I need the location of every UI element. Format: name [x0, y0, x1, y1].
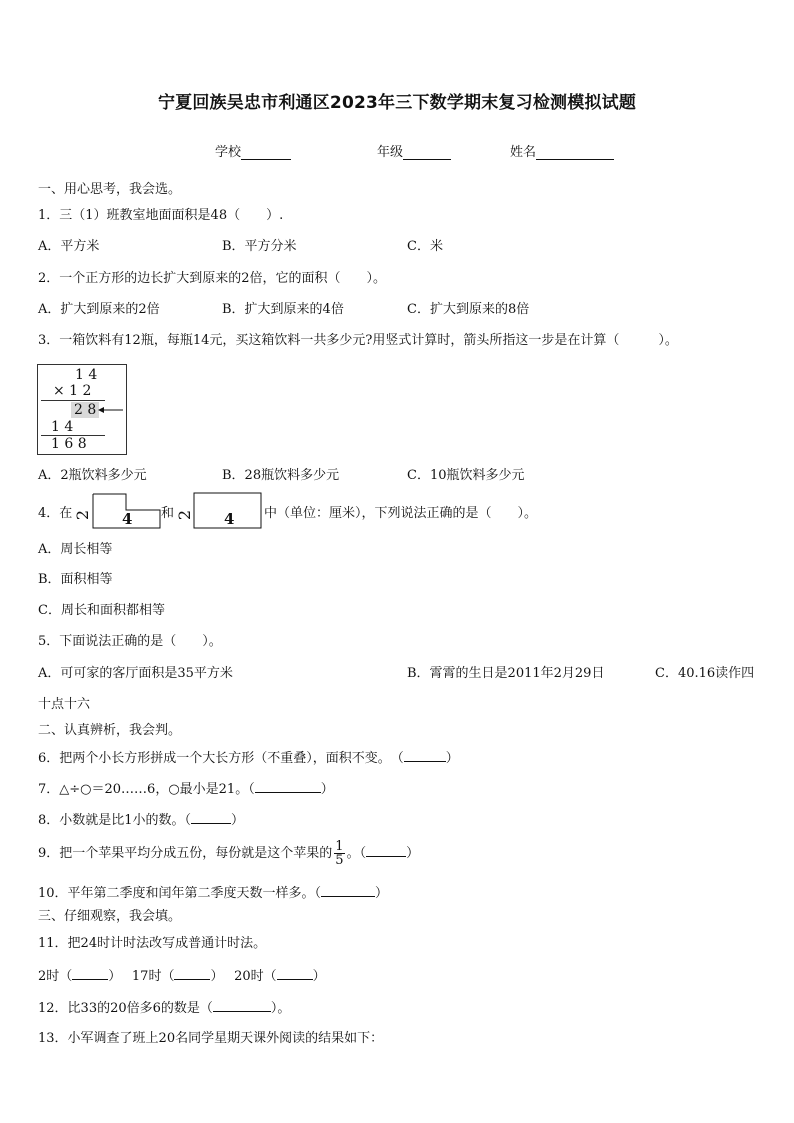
q9-close: ）	[406, 846, 420, 861]
q12-text: 12．比33的20倍多6的数是（	[38, 1001, 213, 1016]
calc-row-1: 1 4	[75, 367, 98, 383]
question-8	[38, 810, 244, 830]
question-7	[38, 779, 334, 799]
fraction-denominator: 5	[335, 853, 344, 868]
q5-option-b[interactable]: B．霄霄的生日是2011年2月29日	[407, 666, 605, 681]
question-12	[38, 998, 290, 1018]
q1-option-c[interactable]: C．米	[407, 239, 443, 254]
q9-text: 9．把一个苹果平均分成五份，每份就是这个苹果的	[38, 846, 333, 861]
question-10	[38, 883, 388, 903]
school-field[interactable]	[215, 141, 291, 160]
grade-label: 年级	[377, 145, 404, 160]
q3-option-a[interactable]: A．2瓶饮料多少元	[38, 468, 147, 483]
q5-option-a[interactable]: A．可可家的客厅面积是35平方米	[38, 666, 233, 681]
q6-text: 6．把两个小长方形拼成一个大长方形（不重叠），面积不变。 （	[38, 751, 404, 766]
q4-option-a[interactable]: A．周长相等	[38, 542, 113, 557]
q4-prefix: 4．在	[38, 506, 73, 521]
calc-rule-1	[41, 400, 105, 401]
q6-answer-blank[interactable]	[404, 748, 446, 762]
q2-option-c[interactable]: C．扩大到原来的8倍	[407, 302, 530, 317]
grade-blank[interactable]	[403, 145, 451, 160]
name-label: 姓名	[510, 145, 537, 160]
question-6	[38, 748, 459, 768]
section2-heading: 二、认真辨析，我会判。	[38, 723, 182, 738]
vertical-multiplication-figure	[37, 364, 127, 455]
q11-item-1: 2时（	[38, 969, 73, 984]
q9-text-end: 。（	[346, 846, 367, 861]
grade-field[interactable]	[377, 141, 451, 160]
school-label: 学校	[215, 145, 242, 160]
calc-row-4: 1 4	[51, 419, 74, 435]
q11-blank-3[interactable]	[277, 966, 313, 980]
fraction-one-fifth	[334, 840, 344, 867]
q8-answer-blank[interactable]	[191, 810, 231, 824]
q7-answer-blank[interactable]	[255, 779, 321, 793]
calc-row-2: × 1 2	[53, 383, 92, 399]
arrow-left-icon	[98, 405, 124, 415]
q4-option-c[interactable]: C．周长和面积都相等	[38, 603, 165, 618]
section1-heading: 一、用心思考，我会选。	[38, 182, 182, 197]
section3-heading: 三、仔细观察，我会填。	[38, 909, 182, 924]
page-title: 宁夏回族吴忠市利通区2023年三下数学期末复习检测模拟试题	[157, 93, 637, 113]
fraction-numerator: 1	[335, 839, 344, 854]
q8-close: ）	[231, 813, 245, 828]
q5-option-c[interactable]: C．40.16读作四	[655, 666, 755, 681]
q12-text-end: ）。	[270, 1001, 291, 1016]
q4-mid: 和	[161, 506, 175, 521]
q2-option-a[interactable]: A．扩大到原来的2倍	[38, 302, 160, 317]
q3-option-b[interactable]: B．28瓶饮料多少元	[222, 468, 340, 483]
q1-option-b[interactable]: B．平方分米	[222, 239, 297, 254]
shape2-side-label: 2	[175, 509, 195, 521]
q2-option-b[interactable]: B．扩大到原来的4倍	[222, 302, 344, 317]
q5-option-c-continued: 十点十六	[38, 697, 91, 712]
q11-blanks	[38, 966, 326, 986]
question-1: 1．三（1）班教室地面面积是48（ ）.	[38, 208, 284, 223]
q1-option-a[interactable]: A．平方米	[38, 239, 100, 254]
q12-answer-blank[interactable]	[213, 998, 271, 1012]
calc-row-5: 1 6 8	[51, 436, 87, 452]
q3-option-c[interactable]: C．10瓶饮料多少元	[407, 468, 525, 483]
name-field[interactable]	[510, 141, 614, 160]
q7-text: 7．△÷○＝20……6，○最小是21。（	[38, 782, 255, 797]
q11-item-2: ） 17时（	[108, 969, 175, 984]
q9-answer-blank[interactable]	[366, 843, 406, 857]
question-2: 2．一个正方形的边长扩大到原来的2倍，它的面积（ ）。	[38, 271, 387, 286]
shape2-bottom-label: 4	[224, 510, 235, 528]
q6-close: ）	[445, 751, 459, 766]
q11-item-3: ） 20时（	[210, 969, 277, 984]
q4-suffix: 中（单位：厘米），下列说法正确的是（ ）。	[264, 506, 538, 521]
q10-text: 10．平年第二季度和闰年第二季度天数一样多。（	[38, 886, 322, 901]
q4-option-b[interactable]: B．面积相等	[38, 572, 113, 587]
question-9	[38, 840, 419, 868]
q10-close: ）	[375, 886, 389, 901]
name-blank[interactable]	[536, 145, 614, 160]
q11-item-4: ）	[312, 969, 326, 984]
question-13: 13．小军调查了班上20名同学星期天课外阅读的结果如下：	[38, 1031, 384, 1046]
q7-close: ）	[320, 782, 334, 797]
question-5: 5．下面说法正确的是（ ）。	[38, 634, 222, 649]
calc-row-3: 2 8	[71, 402, 99, 418]
question-11: 11．把24时计时法改写成普通计时法。	[38, 936, 267, 951]
q8-text: 8．小数就是比1小的数。（	[38, 813, 192, 828]
shape1-bottom-label: 4	[122, 510, 133, 528]
question-3: 3．一箱饮料有12瓶，每瓶14元，买这箱饮料一共多少元?用竖式计算时，箭头所指这一步是在计算（ ）。	[38, 333, 678, 348]
q11-blank-1[interactable]	[72, 966, 108, 980]
q11-blank-2[interactable]	[174, 966, 210, 980]
q10-answer-blank[interactable]	[321, 883, 375, 897]
shape1-side-label: 2	[73, 509, 93, 521]
school-blank[interactable]	[241, 145, 291, 160]
